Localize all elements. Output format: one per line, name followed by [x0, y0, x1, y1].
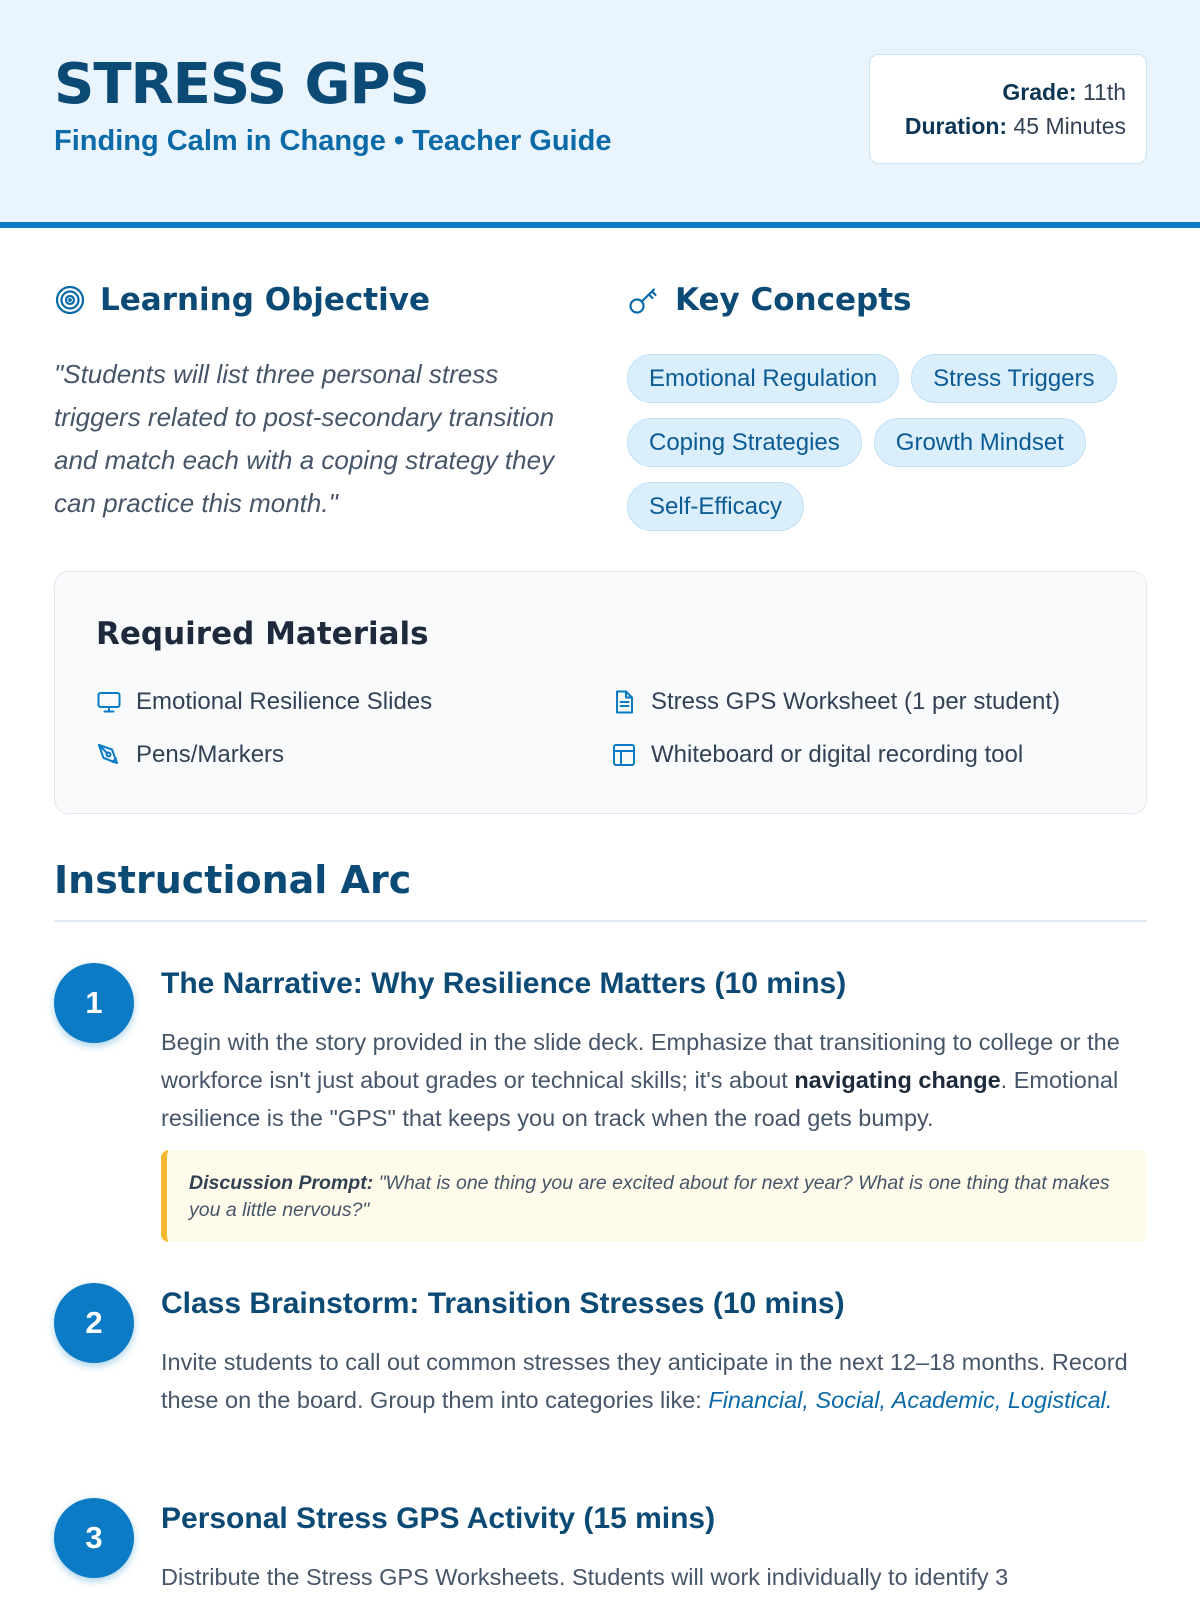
layout-icon: [611, 742, 637, 768]
step-body-text: Begin with the story provided in the slide deck. Emphasize that transitioning to college or the workforce isn't just about grades or technical skills; it's about: [161, 1029, 1120, 1093]
grade-value: 11th: [1082, 79, 1126, 105]
page-title: STRESS GPS: [54, 52, 429, 117]
duration-label: Duration:: [904, 113, 1008, 139]
step-title: Personal Stress GPS Activity (15 mins): [161, 1502, 716, 1535]
material-item: [96, 688, 432, 716]
material-label: Stress GPS Worksheet (1 per student): [651, 688, 1061, 715]
duration-value: 45 Minutes: [1013, 113, 1126, 139]
step-body-text: Invite students to call out common stresses they anticipate in the next 12–18 months. Record these on the board. Group them into categories like:: [161, 1349, 1128, 1413]
step-body-text: Distribute the Stress GPS Worksheets. Students will work individually to identify 3: [161, 1564, 1009, 1590]
monitor-icon: [96, 689, 122, 715]
discussion-prompt: [161, 1150, 1147, 1242]
page-header: [0, 0, 1200, 228]
concepts-heading: [627, 282, 911, 318]
step-title: Class Brainstorm: Transition Stresses (10 mins): [161, 1287, 845, 1320]
step-number-badge: 1: [54, 963, 134, 1043]
step-body: [161, 1343, 1151, 1419]
pen-icon: [96, 742, 122, 768]
concept-chip: Coping Strategies: [627, 418, 862, 467]
duration-line: [870, 109, 1126, 143]
step-number-badge: 2: [54, 1283, 134, 1363]
concept-chip: Self-Efficacy: [627, 482, 804, 531]
divider: [54, 920, 1147, 922]
document-icon: [611, 689, 637, 715]
step-body-emphasis: navigating change: [794, 1067, 1001, 1093]
materials-heading: Required Materials: [96, 616, 429, 652]
material-item: [611, 688, 1060, 716]
page-subtitle: Finding Calm in Change • Teacher Guide: [54, 125, 612, 157]
grade-label: Grade:: [1002, 79, 1077, 105]
concepts-heading-label: Key Concepts: [675, 282, 912, 318]
concept-chip: Emotional Regulation: [627, 354, 899, 403]
prompt-text: "What is one thing you are excited about for next year? What is one thing that makes you a little nervous?": [189, 1172, 1110, 1221]
target-icon: [54, 284, 86, 316]
objective-text: "Students will list three personal stress triggers related to post-secondary transition and match each with a coping strategy they can practice this month.": [54, 359, 555, 518]
step-body-text: . Emotional resilience is the "GPS" that keeps you on track when the road gets bumpy.: [161, 1067, 1119, 1131]
material-item: [611, 741, 1023, 769]
material-item: [96, 741, 284, 769]
step-body-categories: Financial, Social, Academic, Logistical.: [708, 1387, 1113, 1413]
step-number-badge: 3: [54, 1498, 134, 1578]
objective-heading-label: Learning Objective: [100, 282, 430, 318]
lesson-meta-box: [869, 54, 1147, 164]
concept-chip: Stress Triggers: [911, 354, 1116, 403]
concept-chips: [627, 354, 1147, 546]
material-label: Pens/Markers: [136, 741, 285, 768]
objective-heading: [54, 282, 430, 318]
materials-card: [54, 571, 1147, 814]
prompt-label: Discussion Prompt:: [189, 1172, 374, 1194]
arc-heading: Instructional Arc: [54, 858, 412, 902]
material-label: Emotional Resilience Slides: [136, 688, 433, 715]
key-icon: [627, 283, 661, 317]
step-body: [161, 1558, 1151, 1596]
step-body: [161, 1023, 1151, 1137]
material-label: Whiteboard or digital recording tool: [651, 741, 1024, 768]
grade-line: [870, 75, 1126, 109]
concept-chip: Growth Mindset: [874, 418, 1086, 467]
step-title: The Narrative: Why Resilience Matters (10 mins): [161, 967, 847, 1000]
